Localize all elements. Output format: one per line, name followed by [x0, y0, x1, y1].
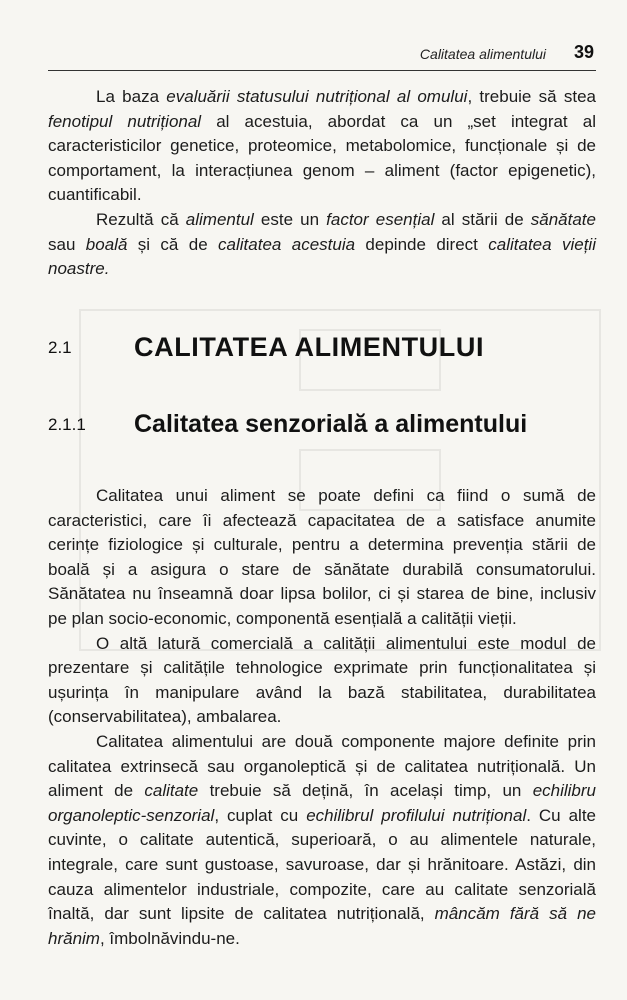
italic-run: sănătate: [530, 209, 596, 229]
italic-run: calitatea vieții noastre.: [48, 234, 596, 279]
section-title: CALITATEA ALIMENTULUI: [134, 332, 485, 362]
text-run: depinde direct: [355, 234, 489, 254]
page-header: [48, 40, 596, 71]
section-body-text: [48, 484, 596, 951]
italic-run: calitate: [144, 781, 199, 801]
intro-paragraph-2: [48, 208, 596, 282]
text-run: trebuie să dețină, în același timp, un: [198, 781, 533, 801]
italic-run: alimentul: [185, 209, 254, 229]
text-run: și că de: [127, 234, 219, 254]
italic-run: boală: [85, 234, 128, 254]
running-title: Calitatea alimentului: [419, 46, 546, 62]
italic-run: echilibrul profilului nutrițional: [306, 805, 527, 825]
subsection-title: Calitatea senzorială a alimentului: [134, 410, 528, 438]
italic-run: fenotipul nutrițional: [48, 111, 202, 131]
text-run: Rezultă că: [96, 209, 186, 229]
text-run: Calitatea unui aliment se poate defini ca fiind o sumă de caracteristici, care îi afectează capacitatea de a satisface anumite cerințe fiziologice și culturale, pentru a determina prevenția stării de boală și a asigura o stare de sănătate durabilă consumatorului. Sănătatea nu înseamnă doar lipsa bolilor, ci și starea de bine, inclusiv pe plan socio-economic, componentă esențială a calității vieții.: [48, 486, 596, 628]
section-number: 2.1: [48, 337, 72, 357]
italic-run: evaluării statusului nutrițional al omului: [166, 87, 468, 106]
text-run: . Cu alte cuvinte, o calitate autentică, superioară, o au alimentele naturale, integrale, care sunt gustoase, savuroase, dar și hrănitoare. Astăzi, din cauza alimentelor industriale, compozite, care au calitate senzorială înaltă, dar sunt lipsite de calitatea nutrițională,: [48, 805, 596, 924]
body-paragraph-2: [48, 632, 596, 730]
text-run: Calitatea alimentului are două componente majore definite prin calitatea extrinsecă sau organoleptică și de calitatea nutrițională. Un aliment de: [48, 731, 596, 801]
text-run: este un: [253, 209, 327, 229]
text-run: , cuplat cu: [214, 805, 307, 825]
text-run: O altă latură comercială a calității alimentului este modul de prezentare și calitățile tehnologice exprimate prin funcționalitatea și ușurința în manipulare având la bază stabilitatea, durabilitatea (conservabilitatea), ambalarea.: [48, 633, 596, 727]
section-heading: [48, 332, 484, 363]
italic-run: echilibru organoleptic-senzorial: [48, 781, 596, 825]
italic-run: mâncăm fără să ne hrănim: [48, 904, 597, 948]
italic-run: calitatea acestuia: [218, 234, 356, 254]
body-paragraph-3: [48, 730, 596, 951]
text-run: al acestuia, abordat ca un „set integrat al caracteristicilor genetice, proteomice, metabolomice, funcționale și de comportament, la interacțiunea genom – aliment (factor epigenetic), cuantificabil.: [48, 111, 596, 205]
body-paragraph-1: [48, 484, 596, 632]
page-number: 39: [573, 42, 594, 62]
text-run: sau: [48, 234, 86, 254]
text-run: , îmbolnăvindu-ne.: [99, 928, 240, 948]
text-run: , trebuie să stea: [467, 87, 596, 106]
subsection-heading: [48, 410, 527, 439]
subsection-number: 2.1.1: [48, 414, 86, 434]
italic-run: factor esențial: [326, 209, 435, 229]
intro-text: [48, 85, 596, 282]
intro-paragraph-1: [48, 85, 596, 208]
text-run: al stării de: [434, 209, 531, 229]
text-run: La baza: [96, 87, 167, 106]
